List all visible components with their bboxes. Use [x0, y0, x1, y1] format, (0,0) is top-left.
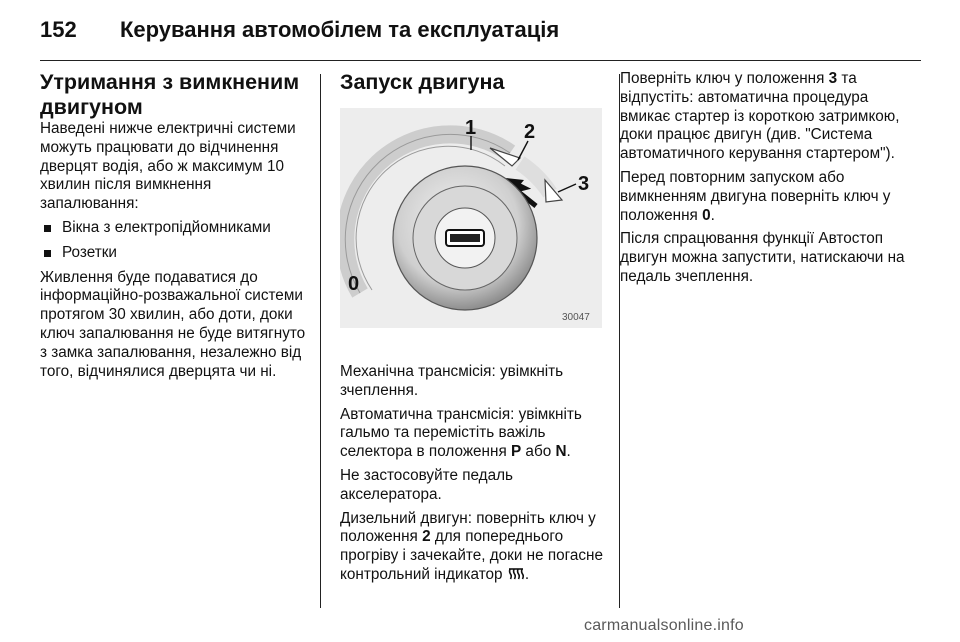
column-engine-off-power [40, 70, 312, 386]
position-0-label: 0 [348, 273, 360, 295]
position-3-label: 3 [578, 173, 590, 195]
position-2-label: 2 [422, 528, 431, 546]
paragraph-turn-key-3: Поверніть ключ у положення 3 та відпустіть: автоматична процедура вмикає стартер із короткою затримкою, доки працює двигун (див. "Система автоматичного керування стартером"). [620, 70, 900, 163]
glow-plug-icon [507, 566, 525, 581]
paragraph-autostop: Після спрацювання функції Автостоп двигун можна запустити, натискаючи на педаль зчеплення. [620, 230, 905, 285]
paragraph-manual-transmission: Механічна трансмісія: увімкніть зчеплення. [340, 363, 564, 399]
bullet-list [40, 219, 312, 263]
paragraph-accelerator: Не застосовуйте педаль акселератора. [340, 466, 514, 503]
paragraph-automatic-transmission: Автоматична трансмісія: увімкніть гальмо та перемістіть важіль селектора в положення P або N. [340, 405, 582, 461]
section-heading-retained-power: Утримання з вимкненим двигуном [40, 70, 300, 119]
bullet-item-power-outlets: Розетки [40, 244, 312, 263]
position-p-label: P [510, 443, 522, 461]
position-0-bold: 0 [702, 206, 711, 224]
position-2-label-figure: 2 [524, 121, 536, 143]
column-divider-left [320, 74, 321, 608]
section-heading-starting-engine: Запуск двигуна [340, 70, 505, 94]
page-number: 152 [40, 17, 77, 42]
ignition-switch-figure [340, 108, 602, 328]
column-starter-procedure [620, 70, 920, 292]
ignition-diagram [340, 108, 602, 328]
page-title: Керування автомобілем та експлуатація [120, 17, 560, 42]
figure-code: 30047 [562, 312, 590, 323]
position-3-bold: 3 [828, 70, 838, 87]
paragraph-restart: Перед повторним запуском або вимкненням двигуна поверніть ключ у положення 0. [620, 168, 891, 224]
position-1-label: 1 [465, 117, 477, 139]
position-n-label: N [555, 443, 567, 461]
paragraph-intro: Наведені нижче електричні системи можуть працювати до відчинення дверцят водія, або ж максимум 10 хвилин після вимкнення запалювання: [40, 120, 296, 213]
watermark: carmanualsonline.info [584, 617, 744, 634]
header-rule [40, 60, 921, 61]
page-header [40, 13, 920, 53]
paragraph-diesel: Дизельний двигун: поверніть ключ у положення 2 для попереднього прогріву і зачекайте, доки не погасне контрольний індикатор . [340, 509, 603, 583]
paragraph-infotainment: Живлення буде подаватися до інформаційно-розважальної системи протягом 30 хвилин, або доти, доки ключ запалювання не буде витягнуто з замка запалювання, незалежно від того, відчинялися дверцята чи ні. [40, 268, 306, 380]
bullet-item-power-windows: Вікна з електропідйомниками [40, 219, 312, 238]
